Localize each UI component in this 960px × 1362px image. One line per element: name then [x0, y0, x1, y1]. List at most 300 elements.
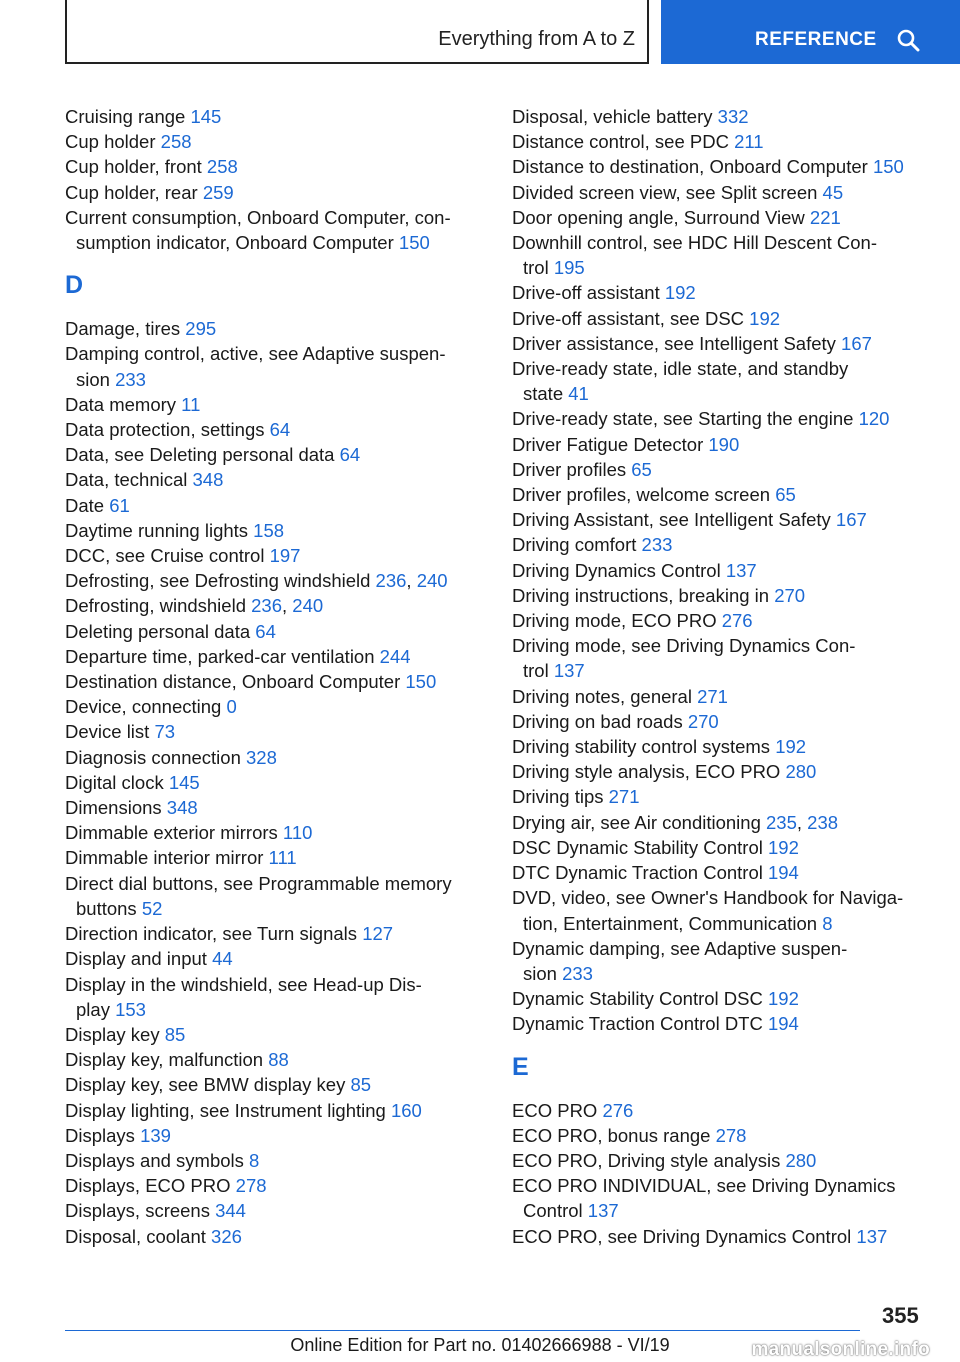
index-entry-line: [65, 1173, 485, 1198]
index-term: Driving comfort: [512, 534, 642, 556]
index-entry: [65, 1098, 485, 1123]
index-term: Driving tips: [512, 786, 609, 808]
page-link[interactable]: 64: [255, 620, 276, 642]
index-term: Device, connecting: [65, 696, 227, 718]
page-link[interactable]: 150: [872, 156, 904, 178]
index-entry: [65, 442, 485, 467]
page-link[interactable]: 194: [767, 1013, 799, 1035]
page-link[interactable]: 190: [708, 433, 740, 455]
index-entry-line: [65, 719, 485, 744]
index-entry-line: [512, 331, 942, 356]
index-entry-line: [65, 205, 485, 230]
index-entry-line: [65, 1022, 485, 1047]
page-link[interactable]: 150: [405, 671, 437, 693]
index-term: Displays, screens: [65, 1200, 216, 1222]
index-entry-line: [65, 946, 485, 971]
index-entry-continuation: [512, 911, 942, 936]
page-link[interactable]: 332: [717, 106, 749, 127]
index-entry-line: [65, 467, 485, 492]
index-entry-continuation: [65, 896, 485, 921]
page-link[interactable]: 344: [215, 1200, 246, 1222]
page-link[interactable]: 270: [687, 710, 719, 732]
page-link[interactable]: 64: [269, 419, 291, 441]
index-letter-heading: D: [65, 271, 84, 300]
page-link[interactable]: 276: [602, 1099, 634, 1121]
page-link[interactable]: 348: [166, 797, 198, 819]
index-entry-continuation: [512, 658, 942, 683]
section-title: Everything from A to Z: [438, 28, 635, 50]
index-entry-line: [65, 442, 485, 467]
index-entry-line: [512, 633, 942, 658]
header-section-box: [65, 0, 649, 64]
index-entry: [512, 784, 942, 809]
index-entry: [65, 1173, 485, 1198]
index-entry-line: [512, 180, 942, 205]
index-term: state: [523, 383, 569, 405]
index-term: buttons: [76, 897, 142, 919]
page-link[interactable]: 137: [587, 1200, 619, 1222]
index-entry-line: [65, 871, 485, 896]
index-entry-line: [65, 180, 485, 205]
index-entry-line: [65, 745, 485, 770]
page-link[interactable]: 221: [809, 206, 841, 228]
page-link[interactable]: 348: [192, 469, 224, 491]
page-link[interactable]: 192: [768, 988, 799, 1010]
page-link[interactable]: 236: [375, 570, 407, 592]
index-entry-line: [65, 1224, 485, 1249]
index-entry: [512, 406, 942, 431]
page-link[interactable]: 85: [164, 1023, 186, 1045]
index-entry-line: [65, 493, 485, 518]
index-term: sion: [76, 368, 116, 390]
index-entry: [65, 593, 485, 618]
index-entry-line: [512, 1224, 942, 1249]
page-link[interactable]: 280: [785, 1149, 817, 1171]
index-term: Driving mode, see Driving Dynamics Con-: [512, 635, 856, 657]
index-entry-line: [65, 518, 485, 543]
page-link[interactable]: 120: [858, 408, 890, 430]
reference-tab-label: REFERENCE: [755, 29, 877, 50]
index-term: Distance control, see PDC: [512, 131, 735, 153]
index-entry: [65, 154, 485, 179]
index-entry-line: [65, 129, 485, 154]
index-entry-continuation: [512, 381, 942, 406]
index-entry: [512, 709, 942, 734]
page-link[interactable]: 73: [154, 721, 176, 743]
index-term: Direction indicator, see Turn signals: [65, 923, 363, 945]
index-entry-continuation: [65, 997, 485, 1022]
index-entry: [512, 633, 942, 683]
index-term: Disposal, vehicle battery: [512, 106, 718, 127]
page-link[interactable]: 45: [822, 181, 844, 203]
index-entry: [512, 583, 942, 608]
index-entry: [65, 205, 485, 255]
page-link[interactable]: 197: [269, 545, 301, 567]
index-entry-line: [65, 795, 485, 820]
index-term: Date: [65, 494, 110, 516]
watermark-logo: manualsonline.info: [751, 1339, 930, 1360]
index-entry-line: [65, 972, 485, 997]
page-link[interactable]: 258: [206, 156, 238, 178]
edition-text: Online Edition for Part no. 01402666988 - VI/19: [290, 1335, 670, 1355]
index-entry-line: [65, 820, 485, 845]
index-entry: [512, 457, 942, 482]
index-entry-line: [512, 154, 942, 179]
index-term: Cup holder, front: [65, 156, 207, 178]
index-entry: [65, 392, 485, 417]
index-entry-line: [65, 154, 485, 179]
index-entry: [512, 507, 942, 532]
index-entry-line: [512, 885, 942, 910]
index-term: Dimmable interior mirror: [65, 847, 269, 869]
index-entry-line: [65, 669, 485, 694]
index-entry: [65, 845, 485, 870]
page-link[interactable]: 0: [226, 696, 237, 718]
page-link[interactable]: 160: [390, 1099, 422, 1121]
index-entry-line: [65, 644, 485, 669]
index-term: Dimensions: [65, 797, 167, 819]
index-term: Disposal, coolant: [65, 1225, 212, 1247]
index-term: Drying air, see Air conditioning: [512, 811, 766, 833]
index-entry-line: [65, 593, 485, 618]
index-term: Downhill control, see HDC Hill Descent Con-: [512, 232, 877, 254]
index-entry-line: [512, 759, 942, 784]
index-term: trol: [523, 660, 554, 682]
index-entry: [65, 1224, 485, 1249]
index-term: Digital clock: [65, 771, 169, 793]
index-entry-line: [65, 1072, 485, 1097]
page-link[interactable]: 270: [774, 584, 806, 606]
index-entry: [512, 1224, 942, 1249]
index-term: Cup holder, rear: [65, 181, 203, 203]
index-entry-line: [65, 341, 485, 366]
index-term: Display in the windshield, see Head-up Dis-: [65, 973, 422, 995]
page-link[interactable]: 194: [767, 862, 799, 884]
index-entry: [65, 921, 485, 946]
page-link[interactable]: 192: [749, 307, 781, 329]
page-link[interactable]: 139: [140, 1124, 171, 1146]
page-link[interactable]: 88: [268, 1049, 289, 1071]
page-link[interactable]: 211: [734, 131, 764, 153]
page-link[interactable]: 271: [697, 685, 728, 707]
index-column-right: [512, 104, 942, 1249]
index-term: Control: [523, 1200, 588, 1222]
page-link[interactable]: 259: [202, 181, 234, 203]
index-term: Dynamic Traction Control DTC: [512, 1013, 768, 1035]
index-entry-line: [65, 921, 485, 946]
index-entry: [512, 331, 942, 356]
index-entry-line: [65, 1198, 485, 1223]
page-link[interactable]: 233: [115, 368, 146, 390]
index-entry-line: [512, 608, 942, 633]
index-entry: [512, 936, 942, 986]
index-term: Drive-ready state, idle state, and standby: [512, 358, 849, 380]
index-entry: [65, 1047, 485, 1072]
page-link[interactable]: 276: [721, 610, 753, 632]
index-entry: [65, 972, 485, 1022]
page-link[interactable]: 271: [608, 786, 640, 808]
index-entry-line: [512, 734, 942, 759]
page-link[interactable]: 111: [268, 847, 297, 869]
page-link[interactable]: 328: [246, 746, 277, 768]
index-entry-line: [512, 583, 942, 608]
index-term: Driving Assistant, see Intelligent Safety: [512, 509, 836, 531]
index-entry: [512, 532, 942, 557]
index-entry: [65, 946, 485, 971]
index-entry-line: [512, 104, 942, 129]
index-entry-line: [512, 482, 942, 507]
page-separator: ,: [796, 811, 808, 833]
index-entry-line: [65, 1148, 485, 1173]
index-term: Driving mode, ECO PRO: [512, 610, 722, 632]
index-entry-line: [512, 1011, 942, 1036]
index-entry-line: [512, 810, 942, 835]
index-entry-line: [512, 129, 942, 154]
page-link[interactable]: 110: [282, 822, 313, 844]
index-term: ECO PRO, see Driving Dynamics Control: [512, 1225, 857, 1247]
page-link[interactable]: 240: [292, 595, 324, 617]
index-entry: [65, 316, 485, 341]
index-term: Defrosting, windshield: [65, 595, 252, 617]
index-term: ECO PRO, Driving style analysis: [512, 1149, 786, 1171]
page-link[interactable]: 158: [253, 519, 285, 541]
page-link[interactable]: 192: [775, 736, 807, 758]
page-link[interactable]: 278: [235, 1175, 267, 1197]
index-term: Data, technical: [65, 469, 193, 491]
index-term: Driving Dynamics Control: [512, 559, 726, 581]
page-number: 355: [882, 1303, 919, 1328]
page-link[interactable]: 153: [115, 998, 146, 1020]
page-link[interactable]: 64: [339, 444, 361, 466]
page-link[interactable]: 238: [807, 811, 839, 833]
page-link[interactable]: 167: [841, 332, 872, 354]
index-entry: [512, 180, 942, 205]
index-term: Displays and symbols: [65, 1149, 250, 1171]
index-entry-line: [512, 936, 942, 961]
index-entry: [65, 543, 485, 568]
index-entry: [65, 871, 485, 921]
index-entry-line: [65, 770, 485, 795]
index-entry: [512, 129, 942, 154]
index-entry: [65, 1148, 485, 1173]
footer-rule: [65, 1330, 860, 1331]
index-entry: [512, 154, 942, 179]
index-term: Defrosting, see Defrosting windshield: [65, 570, 376, 592]
index-entry: [65, 180, 485, 205]
index-entry: [512, 860, 942, 885]
index-entry-line: [512, 457, 942, 482]
page-link[interactable]: 137: [725, 559, 757, 581]
index-term: Departure time, parked-car ventilation: [65, 645, 380, 667]
index-term: Display key: [65, 1023, 165, 1045]
page-link[interactable]: 236: [251, 595, 282, 617]
index-entry: [512, 1173, 942, 1223]
page-link[interactable]: 295: [185, 318, 217, 340]
index-entry-line: [512, 406, 942, 431]
index-entry: [512, 205, 942, 230]
page-link[interactable]: 167: [835, 509, 867, 531]
page-link[interactable]: 85: [350, 1074, 372, 1096]
index-entry-continuation: [512, 1198, 942, 1223]
index-entry: [65, 669, 485, 694]
index-entry: [512, 1148, 942, 1173]
page-link[interactable]: 145: [168, 771, 200, 793]
index-entry: [512, 986, 942, 1011]
index-entry-line: [512, 1173, 942, 1198]
page-link[interactable]: 278: [715, 1124, 747, 1146]
index-entry-continuation: [65, 367, 485, 392]
index-entry: [65, 719, 485, 744]
index-entry-line: [512, 1098, 942, 1123]
index-term: play: [76, 998, 116, 1020]
page-link[interactable]: 326: [211, 1225, 242, 1247]
index-term: Data memory: [65, 393, 182, 415]
index-entry: [65, 1198, 485, 1223]
index-term: Display lighting, see Instrument lighting: [65, 1099, 391, 1121]
index-entry: [65, 1123, 485, 1148]
index-entry: [512, 230, 942, 280]
index-entry-line: [65, 1123, 485, 1148]
index-entry: [512, 734, 942, 759]
index-term: Driver Fatigue Detector: [512, 433, 709, 455]
index-entry: [65, 1022, 485, 1047]
index-term: Driver assistance, see Intelligent Safety: [512, 332, 842, 354]
index-entry: [65, 694, 485, 719]
index-term: Device list: [65, 721, 155, 743]
index-term: Dynamic damping, see Adaptive suspen-: [512, 937, 848, 959]
index-entry-line: [65, 104, 485, 129]
index-entry-line: [512, 432, 942, 457]
index-term: Data, see Deleting personal data: [65, 444, 340, 466]
page-link[interactable]: 280: [785, 761, 817, 783]
page-link[interactable]: 195: [553, 257, 585, 279]
page-link[interactable]: 145: [190, 106, 222, 127]
index-entry: [512, 356, 942, 406]
index-entry: [65, 745, 485, 770]
index-entry: [65, 770, 485, 795]
index-entry: [512, 1098, 942, 1123]
index-entry-line: [65, 417, 485, 442]
index-term: Door opening angle, Surround View: [512, 206, 810, 228]
index-entry: [65, 795, 485, 820]
page-link[interactable]: 233: [562, 962, 593, 984]
index-entry: [512, 684, 942, 709]
index-entry-line: [65, 316, 485, 341]
page-separator: ,: [282, 595, 293, 617]
page-link[interactable]: 65: [775, 484, 796, 506]
page-link[interactable]: 61: [109, 494, 130, 516]
index-entry: [65, 341, 485, 391]
index-term: Driving instructions, breaking in: [512, 584, 775, 606]
index-entry-line: [512, 532, 942, 557]
index-entry: [512, 280, 942, 305]
index-letter-heading: E: [512, 1052, 529, 1081]
index-entry-line: [512, 986, 942, 1011]
index-term: Damping control, active, see Adaptive suspen-: [65, 343, 446, 365]
index-term: Drive-off assistant: [512, 282, 665, 304]
index-entry-line: [512, 280, 942, 305]
index-term: Distance to destination, Onboard Computer: [512, 156, 873, 178]
index-entry-line: [512, 709, 942, 734]
index-term: Driving notes, general: [512, 685, 698, 707]
page-link[interactable]: 137: [856, 1225, 888, 1247]
index-term: Driving stability control systems: [512, 736, 776, 758]
page-link[interactable]: 192: [664, 282, 696, 304]
index-entry-continuation: [65, 230, 485, 255]
index-entry: [512, 759, 942, 784]
index-term: Driving style analysis, ECO PRO: [512, 761, 786, 783]
index-entry: [65, 518, 485, 543]
index-entry: [65, 619, 485, 644]
index-column-left: [65, 104, 485, 1249]
index-term: DCC, see Cruise control: [65, 545, 270, 567]
page-link[interactable]: 258: [160, 131, 192, 153]
page-link[interactable]: 127: [362, 923, 394, 945]
index-entry-line: [512, 684, 942, 709]
index-term: Display key, see BMW display key: [65, 1074, 351, 1096]
page-link[interactable]: 41: [568, 383, 589, 405]
index-term: sumption indicator, Onboard Computer: [76, 232, 399, 254]
page-link[interactable]: 137: [553, 660, 585, 682]
page-link[interactable]: 52: [141, 897, 163, 919]
page-link[interactable]: 240: [416, 570, 448, 592]
index-term: DVD, video, see Owner's Handbook for Naviga-: [512, 887, 904, 909]
page-link[interactable]: 244: [379, 645, 411, 667]
page-link[interactable]: 150: [398, 232, 430, 254]
page-link[interactable]: 235: [766, 811, 797, 833]
index-term: Dimmable exterior mirrors: [65, 822, 283, 844]
index-term: ECO PRO, bonus range: [512, 1124, 716, 1146]
index-entry: [65, 1072, 485, 1097]
index-entry-line: [512, 558, 942, 583]
page-link[interactable]: 65: [631, 458, 652, 480]
index-entry-line: [65, 392, 485, 417]
index-term: Display key, malfunction: [65, 1049, 269, 1071]
page-link[interactable]: 44: [212, 948, 233, 970]
index-entry: [512, 608, 942, 633]
index-term: Deleting personal data: [65, 620, 256, 642]
index-term: tion, Entertainment, Communication: [523, 912, 823, 934]
index-entry-line: [65, 619, 485, 644]
page-link[interactable]: 8: [822, 912, 833, 934]
index-term: Divided screen view, see Split screen: [512, 181, 823, 203]
index-entry: [512, 558, 942, 583]
index-entry: [512, 432, 942, 457]
page-link[interactable]: 11: [181, 393, 201, 415]
index-entry-line: [512, 507, 942, 532]
index-entry: [65, 820, 485, 845]
page-link[interactable]: 8: [249, 1149, 260, 1171]
index-entry-line: [65, 845, 485, 870]
index-entry-line: [512, 1123, 942, 1148]
index-term: Current consumption, Onboard Computer, con-: [65, 206, 451, 228]
page-link[interactable]: 192: [768, 836, 799, 858]
index-term: Direct dial buttons, see Programmable memory: [65, 872, 452, 894]
index-term: Displays: [65, 1124, 141, 1146]
index-term: Displays, ECO PRO: [65, 1175, 236, 1197]
index-entry: [512, 885, 942, 935]
index-entry-line: [512, 205, 942, 230]
index-entry: [65, 104, 485, 129]
page-link[interactable]: 233: [641, 534, 673, 556]
index-term: Display and input: [65, 948, 213, 970]
index-entry-line: [512, 230, 942, 255]
index-term: Driving on bad roads: [512, 710, 688, 732]
reference-tab[interactable]: [661, 0, 960, 64]
search-icon[interactable]: [896, 28, 920, 52]
index-entry-line: [512, 860, 942, 885]
index-term: trol: [523, 257, 554, 279]
